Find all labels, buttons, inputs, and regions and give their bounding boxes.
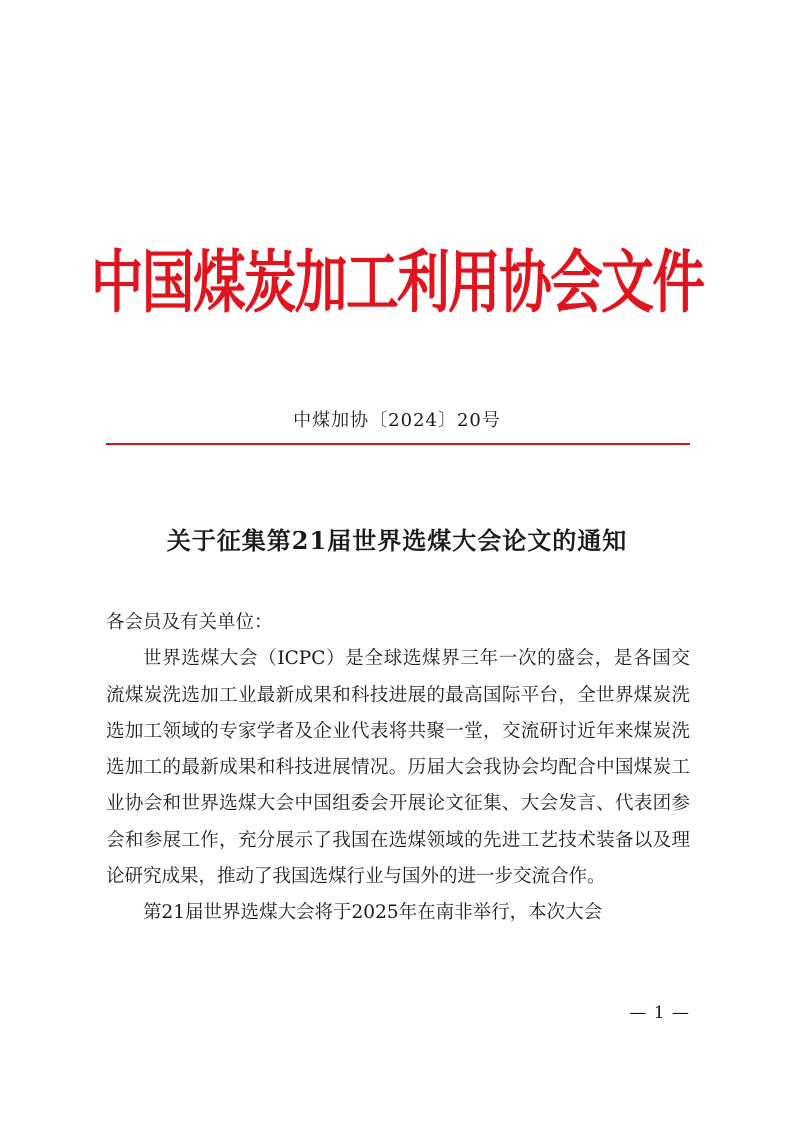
salutation: 各会员及有关单位： <box>106 612 273 633</box>
page-number: — 1 — <box>629 1003 690 1023</box>
document-masthead: 中国煤炭加工利用协会文件 <box>90 243 704 323</box>
body-paragraph: 第21届世界选煤大会将于2025年在南非举行，本次大会 <box>143 902 603 924</box>
body-paragraph: 世界选煤大会（ICPC）是全球选煤界三年一次的盛会，是各国交流煤炭洗选加工业最新成果和科技进展的最高国际平台，全世界煤炭洗选加工领域的专家学者及企业代表将共聚一堂，交流研讨近年来煤炭洗选加工的最新成果和科技进展情况。历届大会我协会均配合中国煤炭工业协会和世界选煤大会中国组委会开展论文征集、大会发言、代表团参会和参展工作，充分展示了我国在选煤领域的先进工艺技术装备以及理论研究成果，推动了我国选煤行业与国外的进一步交流合作。 <box>106 648 690 888</box>
document-number: 中煤加协〔2024〕20号 <box>293 410 501 431</box>
notice-title: 关于征集第21届世界选煤大会论文的通知 <box>166 526 628 555</box>
red-divider-line <box>106 443 690 445</box>
notice-body <box>106 605 690 932</box>
